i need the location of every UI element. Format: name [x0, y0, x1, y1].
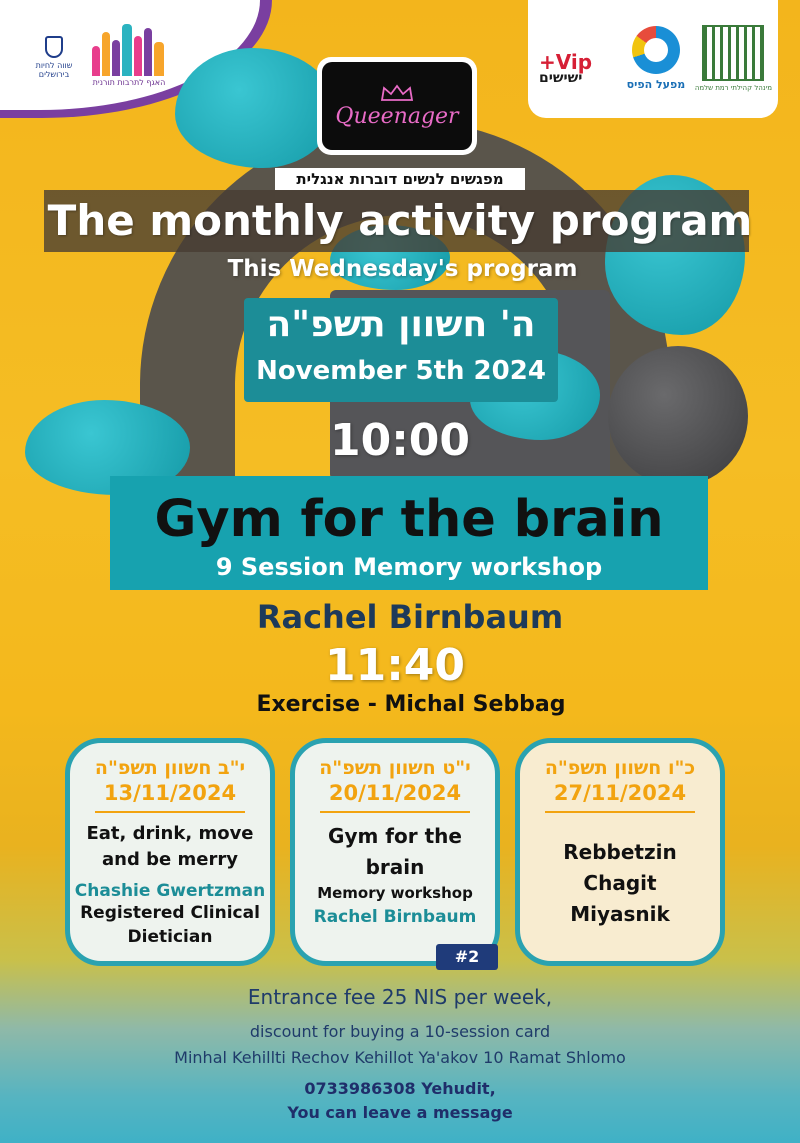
session1-subtitle: 9 Session Memory workshop	[215, 553, 603, 581]
wednesday-heading: This Wednesday's program	[227, 256, 578, 282]
card-divider	[545, 811, 695, 813]
card-title-line: Gym for the	[328, 824, 462, 848]
card-date: 13/11/2024	[103, 781, 237, 805]
ramat-shlomo-logo	[695, 25, 772, 92]
session1-time: 10:00	[329, 415, 471, 466]
session2-time: 11:40	[324, 640, 466, 691]
jerusalem-crest-icon	[45, 36, 63, 58]
session-number-badge: #2	[436, 944, 498, 970]
ramat-logo-text: מינהל קהילתי רמת שלמה	[694, 83, 772, 92]
queenager-logo-text: Queenager	[335, 103, 459, 129]
leave-message-note: You can leave a message	[287, 1103, 513, 1122]
yashish-logo-red: +Vip	[539, 50, 593, 74]
card-title-line: brain	[365, 855, 425, 879]
card-date: 27/11/2024	[553, 781, 687, 805]
pais-circle-icon	[632, 26, 680, 74]
card-speaker-line: Miyasnik	[570, 902, 670, 926]
left-logos	[28, 22, 178, 92]
card-speaker: Rachel Birnbaum	[313, 907, 477, 927]
mifal-hapais-logo	[627, 26, 686, 91]
yashish-logo-black: ישישים	[539, 70, 583, 86]
ramat-building-icon	[702, 25, 764, 81]
session2-title: Exercise - Michal Sebbag	[256, 692, 566, 717]
right-logos	[537, 12, 772, 104]
pais-logo-text: מפעל הפיס	[626, 77, 686, 91]
entrance-fee: Entrance fee 25 NIS per week,	[247, 985, 553, 1009]
jerusalem-logo-text: שווה לחיות בירושלים	[35, 61, 73, 79]
culture-department-logo	[90, 22, 168, 87]
hebrew-date: ה' חשוון תשפ"ה	[266, 304, 536, 345]
brain-image	[175, 48, 335, 168]
session1-title: Gym for the brain	[154, 490, 664, 549]
hebrew-subtitle: מפגשים לנשים דוברות אנגלית	[275, 168, 525, 190]
session1-speaker: Rachel Birnbaum	[256, 598, 564, 636]
queenager-logo	[317, 57, 477, 155]
upcoming-card	[65, 738, 275, 966]
card-speaker-line: Rebbetzin	[563, 840, 677, 864]
card-role-line: Registered Clinical	[80, 903, 260, 923]
card-subtitle: Memory workshop	[317, 884, 473, 902]
card-speaker: Chashie Gwertzman	[74, 881, 266, 901]
card-hebrew-date: י"ב חשוון תשפ"ה	[94, 757, 246, 779]
upcoming-card	[515, 738, 725, 966]
card-hebrew-date: י"ט חשוון תשפ"ה	[319, 757, 471, 779]
card-title-line: Eat, drink, move	[86, 823, 254, 844]
yashish-logo	[537, 32, 617, 84]
discount-info: discount for buying a 10-session card	[249, 1022, 551, 1041]
card-hebrew-date: כ"ו חשוון תשפ"ה	[544, 757, 696, 779]
jerusalem-logo	[28, 22, 80, 79]
upcoming-card	[290, 738, 500, 966]
culture-logo-text: האגף לתרבות תורנית	[92, 78, 166, 87]
venue-address: Minhal Kehillti Rechov Kehillot Ya'akov 10 Ramat Shlomo	[174, 1048, 626, 1067]
card-divider	[320, 811, 470, 813]
city-skyline-icon	[90, 22, 168, 76]
card-speaker-line: Chagit	[583, 871, 657, 895]
card-date: 20/11/2024	[328, 781, 462, 805]
card-title-line: and be merry	[102, 849, 238, 870]
english-date: November 5th 2024	[256, 356, 546, 386]
crown-icon	[380, 84, 414, 102]
contact-phone[interactable]: 0733986308 Yehudit,	[304, 1079, 496, 1098]
card-divider	[95, 811, 245, 813]
card-role-line: Dietician	[127, 927, 213, 947]
page-title: The monthly activity program	[47, 196, 753, 245]
